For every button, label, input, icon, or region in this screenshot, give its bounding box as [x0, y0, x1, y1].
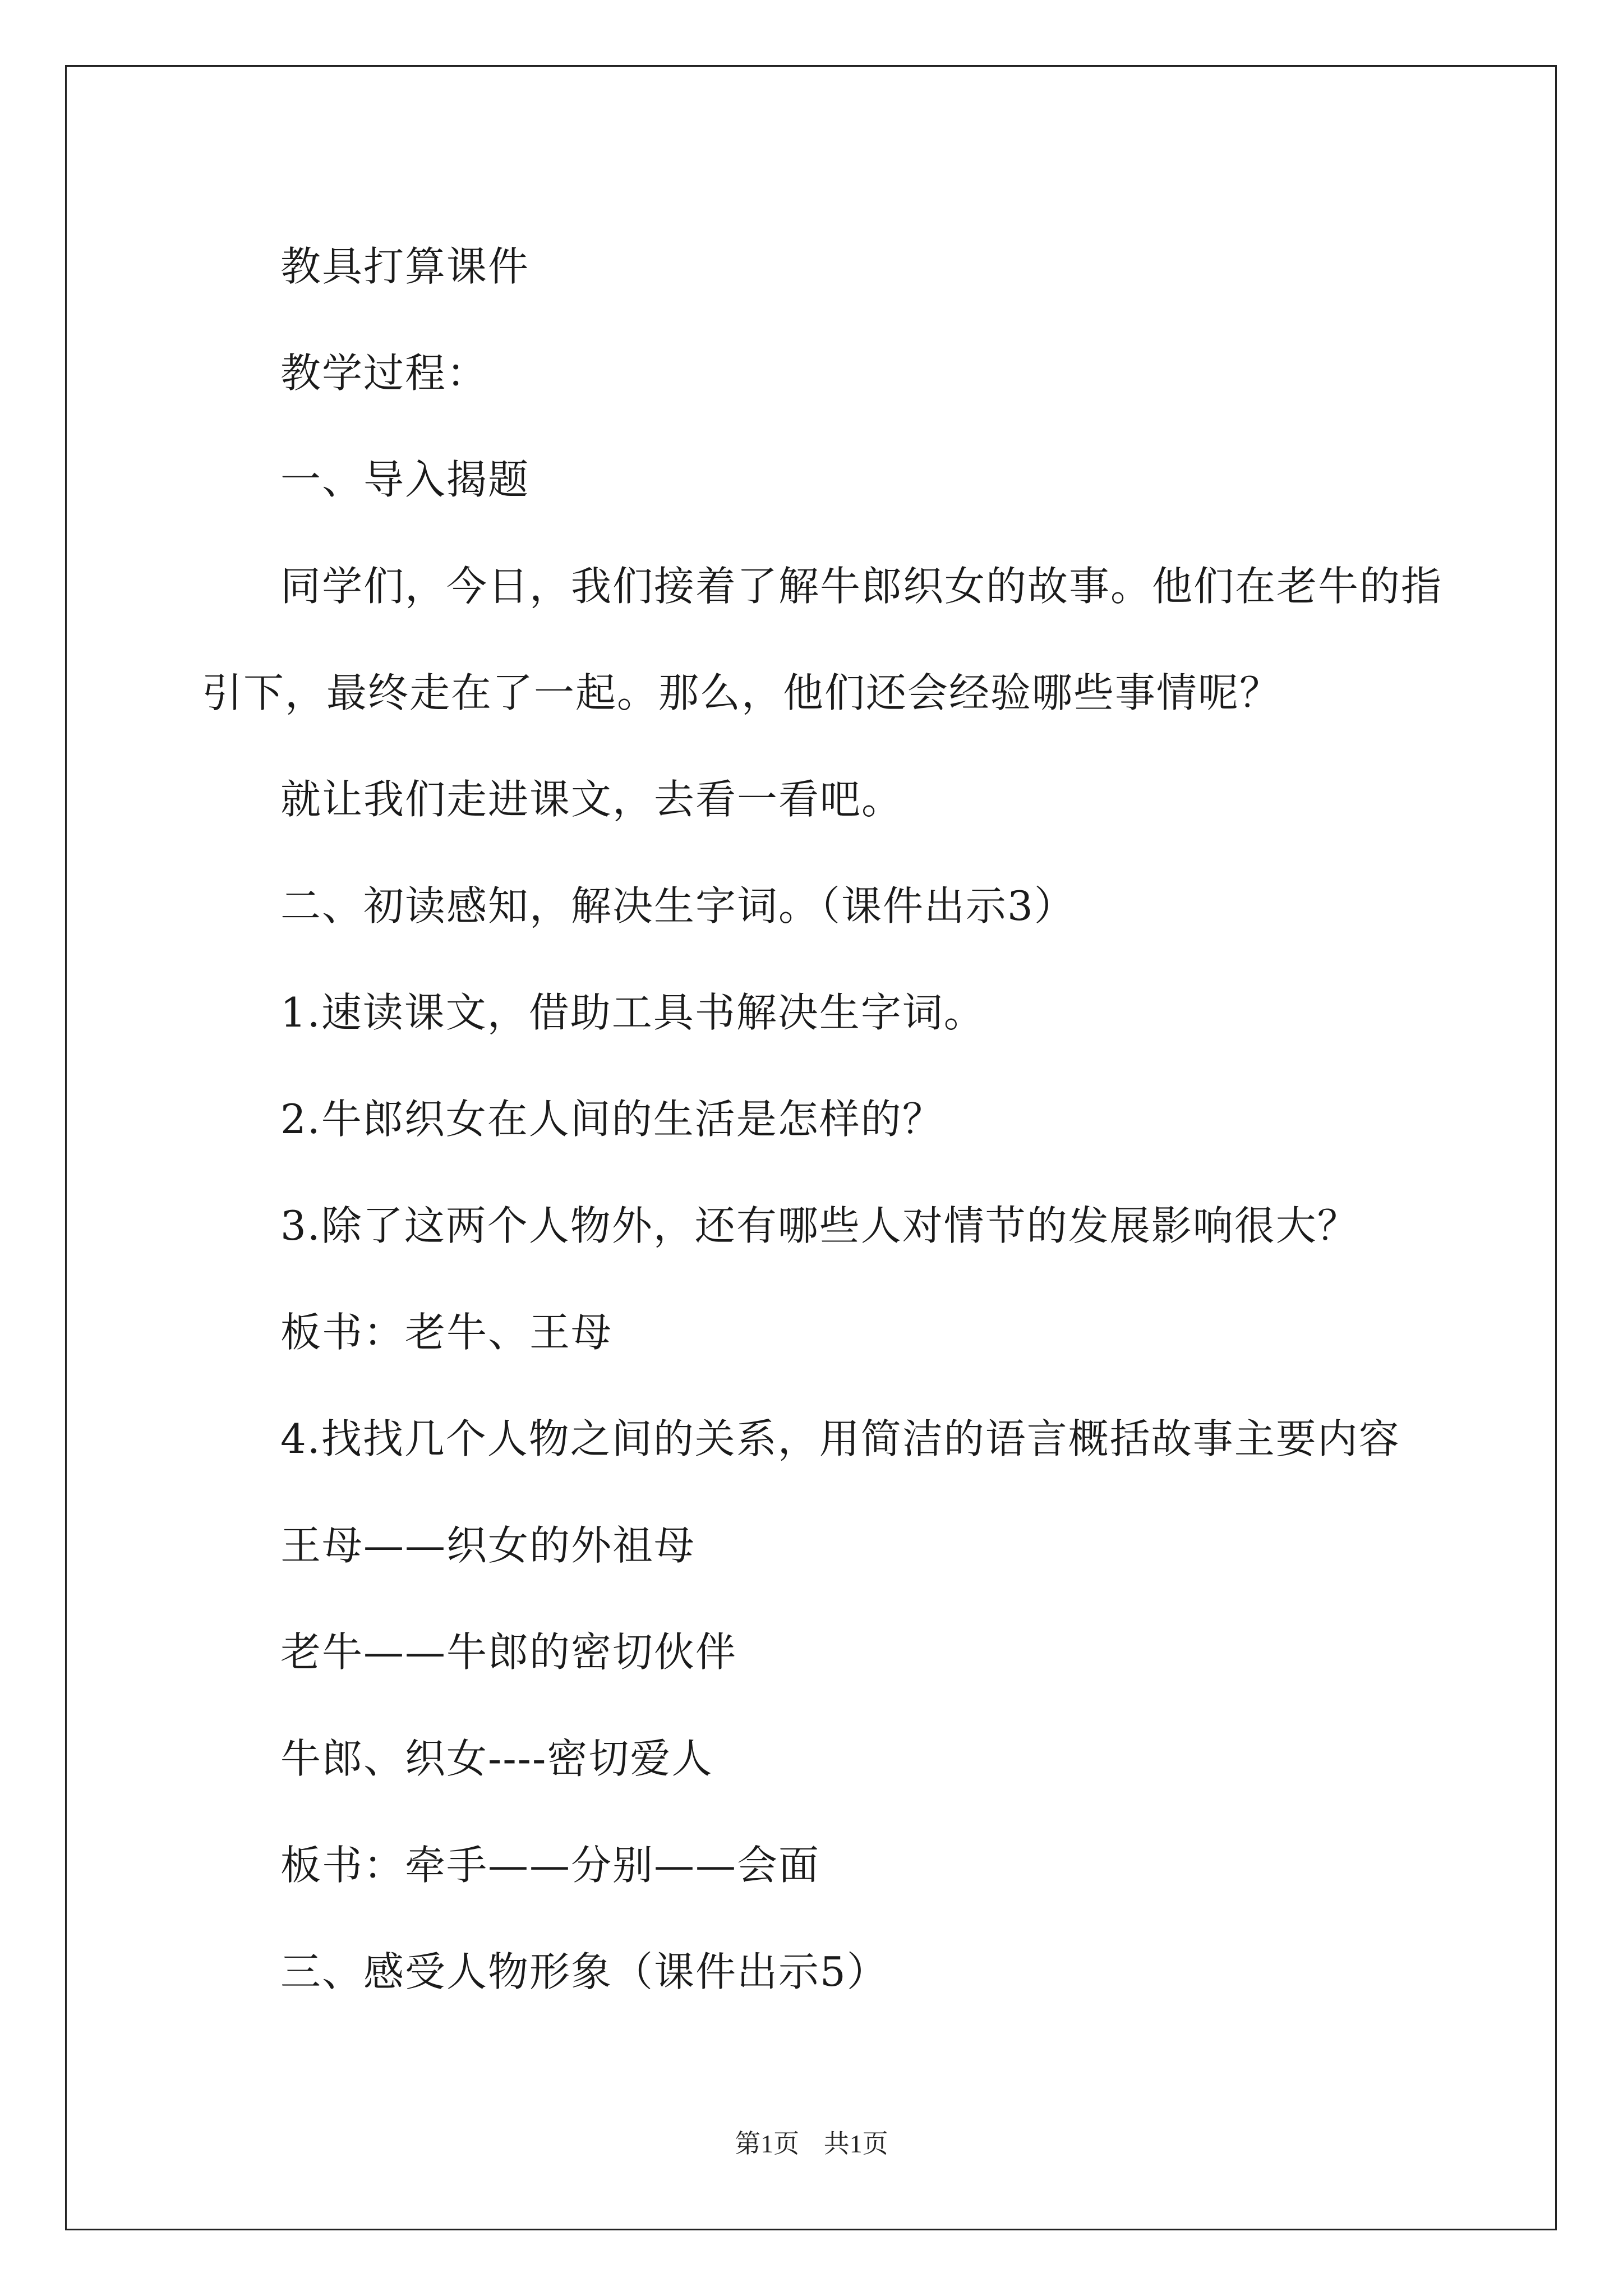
- relation-line-2: 老牛——牛郎的密切伙伴: [280, 1628, 737, 1676]
- page-total: 共1页: [823, 2129, 888, 2158]
- list-item-2: 2.牛郎织女在人间的生活是怎样的？: [280, 1096, 944, 1143]
- list-item-4: 4.找找几个人物之间的关系，用简洁的语言概括故事主要内容: [280, 1415, 1400, 1462]
- page-footer: [0, 2123, 1623, 2160]
- page-number: 第1页: [735, 2129, 800, 2158]
- heading-teaching-process: 教学过程：: [280, 349, 488, 397]
- section-heading-1: 一、导入揭题: [280, 456, 530, 503]
- blackboard-note-2: 板书：牵手——分别——会面: [280, 1842, 820, 1889]
- heading-teaching-aids: 教具打算课件: [280, 243, 530, 290]
- relation-line-1: 王母——织女的外祖母: [280, 1522, 696, 1569]
- section-heading-3: 三、感受人物形象（课件出示5）: [280, 1948, 888, 1995]
- paragraph-intro-line-2: 引下，最终走在了一起。那么，他们还会经验哪些事情呢？: [202, 669, 1281, 716]
- section-heading-2: 二、初读感知，解决生字词。（课件出示3）: [280, 882, 1076, 930]
- document-body: [202, 213, 1443, 2025]
- list-item-3: 3.除了这两个人物外，还有哪些人对情节的发展影响很大？: [280, 1202, 1359, 1249]
- relation-line-3: 牛郎、织女----密切爱人: [280, 1735, 713, 1782]
- list-item-1: 1.速读课文，借助工具书解决生字词。: [280, 989, 985, 1036]
- paragraph-intro-line-3: 就让我们走进课文，去看一看吧。: [280, 776, 903, 823]
- blackboard-note-1: 板书：老牛、王母: [280, 1309, 613, 1356]
- paragraph-intro-line-1: 同学们，今日，我们接着了解牛郎织女的故事。他们在老牛的指: [280, 563, 1443, 610]
